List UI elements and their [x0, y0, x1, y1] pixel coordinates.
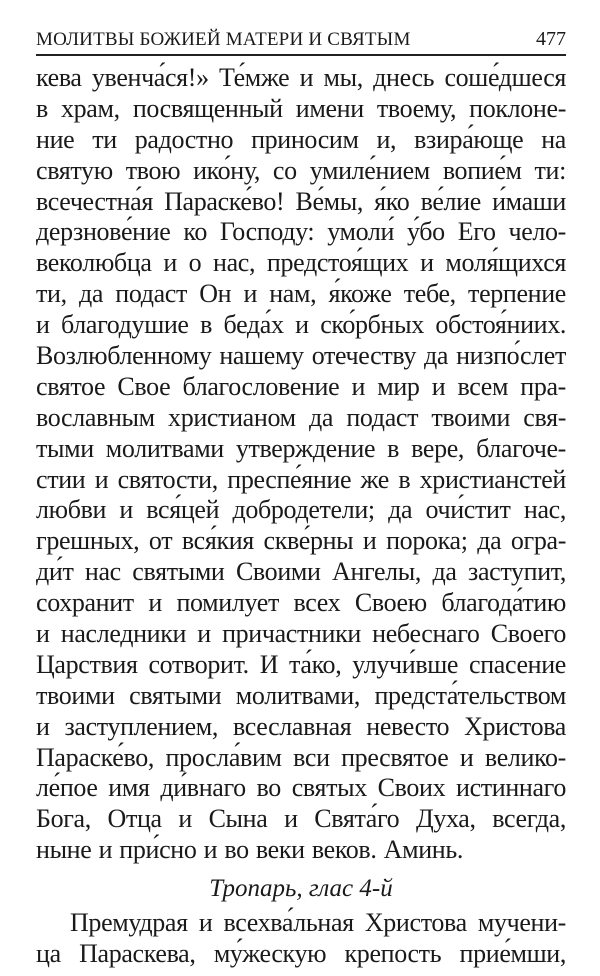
prayer-text [36, 63, 566, 866]
text-line: и заступлением, всеславная невесто Христова [36, 711, 566, 741]
text-line: твоими святыми молитвами, предста́тельством [36, 680, 566, 710]
text-line: в храм, посвященный имени твоему, поклоне- [36, 93, 566, 123]
text-line: и благодушие в беда́х и ско́рбных обстоя́ниих. [36, 310, 566, 340]
text-line: грешных, от вся́кия скве́рны и порока; да огра- [36, 526, 566, 556]
running-header [36, 24, 566, 56]
text-line: Бога, Отца и Сына и Свята́го Духа, всегда, [36, 804, 566, 834]
page-number: 477 [536, 28, 566, 50]
text-line: святую твою ико́ну, со умиле́нием вопие́м ти: [36, 155, 566, 185]
text-line: ти, да подаст Он и нам, я́коже тебе, терпение [36, 279, 566, 309]
text-line: Царствия сотворит. И та́ко, улучи́вше спасение [36, 649, 566, 679]
troparion-heading: Тропарь, глас 4-й [209, 875, 393, 902]
text-line: вославным христианом да подаст твоими свя- [36, 402, 566, 432]
text-line: всечестна́я Параске́во! Ве́мы, я́ко ве́лие и́маши [36, 186, 566, 216]
text-line: веколюбца и о нас, предстоя́щих и моля́щихся [36, 248, 566, 278]
text-line: святое Свое благословение и мир и всем пра- [36, 371, 566, 401]
text-line: кева увенча́ся!» Те́мже и мы, днесь соше́дшеся [36, 63, 566, 92]
text-line: Параске́во, просла́вим вси пресвятое и велико- [36, 742, 566, 772]
running-header-title: МОЛИТВЫ БОЖИЕЙ МАТЕРИ И СВЯТЫМ [36, 29, 411, 50]
text-line: ние ти радостно приносим и, взира́юще на [36, 124, 566, 154]
text-line: ца Параскева, му́жескую крепость прие́мши, [36, 938, 566, 968]
text-line: Премудрая и всехва́льная Христова мучени- [70, 908, 566, 937]
text-line: сохранит и помилует всех Своею благода́тию [36, 588, 566, 618]
troparion-text [36, 908, 566, 970]
text-line: стии и святости, преспе́яние же в христианстей [36, 464, 566, 494]
text-line: Возлюбленному нашему отечеству да низпо́слет [36, 341, 566, 371]
text-line: ле́пое имя ди́внаго во святых Своих истиннаго [36, 773, 566, 803]
text-line: дерзнове́ние ко Господу: умоли́ у́бо Его чело- [36, 217, 566, 247]
text-line: тыми молитвами утверждение в вере, благоче- [36, 433, 566, 463]
text-line: любви и вся́цей добродетели; да очи́стит нас, [36, 495, 566, 525]
text-line: ди́т нас святыми Своими Ангелы, да заступит, [36, 557, 566, 587]
text-line: ныне и при́сно и во веки веков. Аминь. [36, 835, 463, 865]
text-line: и наследники и причастники небеснаго Своего [36, 619, 566, 649]
